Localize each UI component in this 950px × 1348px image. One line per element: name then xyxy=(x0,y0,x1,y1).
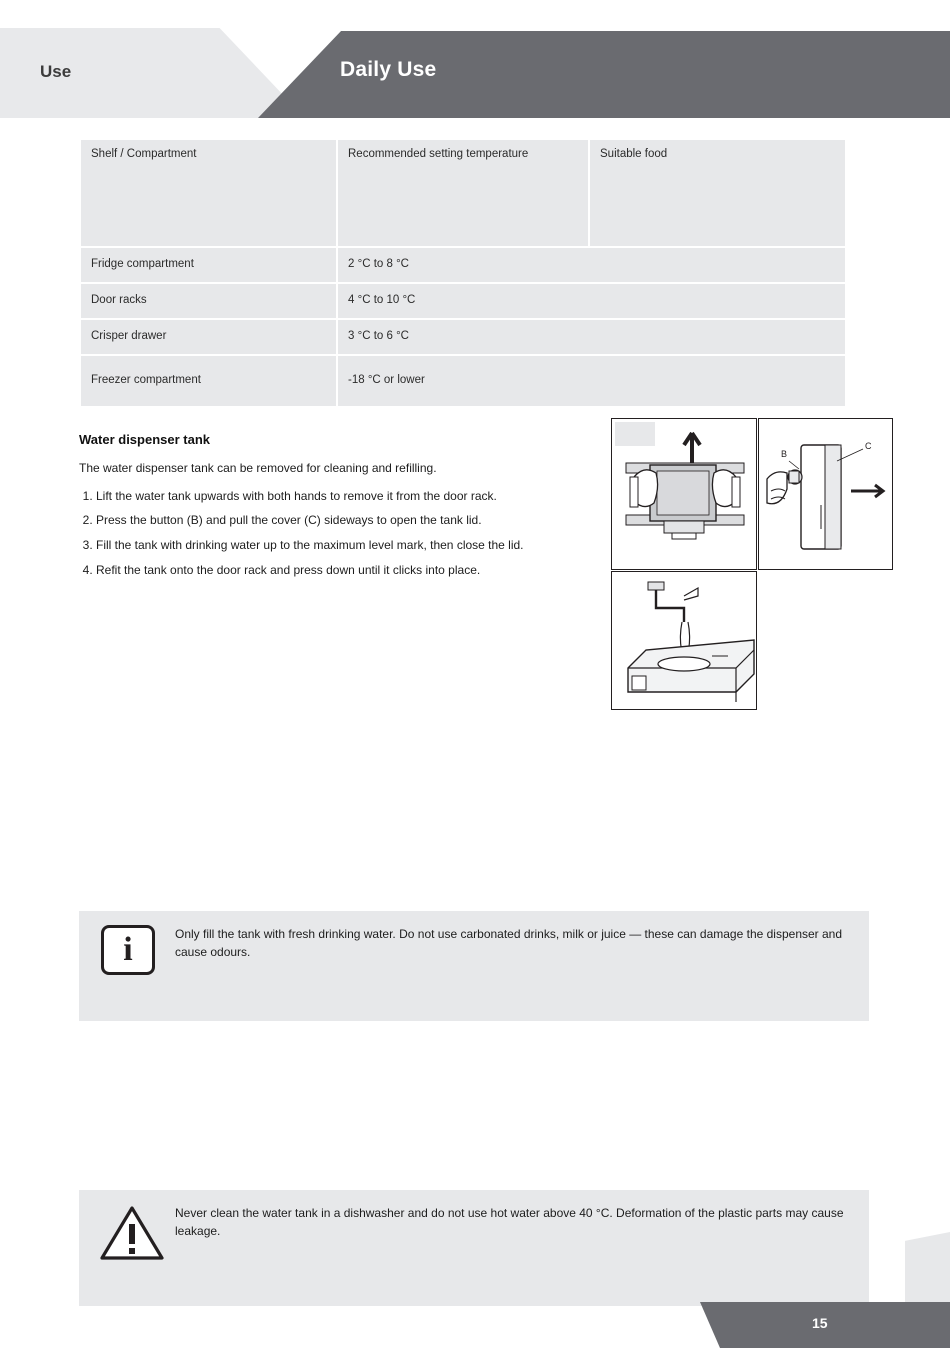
table-row xyxy=(80,139,846,247)
table-cell: Door racks xyxy=(80,283,337,319)
table-row xyxy=(80,283,846,319)
fill-tank-illustration xyxy=(612,572,758,711)
table-row xyxy=(80,319,846,355)
list-item: 2. Press the button (B) and pull the cover (C) sideways to open the tank lid. xyxy=(96,511,579,530)
table-header-cell: Suitable food xyxy=(589,139,846,247)
info-icon xyxy=(101,925,155,975)
page-title: Daily Use xyxy=(340,58,437,81)
info-note-text: Only fill the tank with fresh drinking water. Do not use carbonated drinks, milk or juice — these can damage the dispenser and cause odours. xyxy=(175,927,843,959)
table-row xyxy=(80,355,846,407)
instructions-heading: Water dispenser tank xyxy=(79,432,211,447)
table-cell: 4 °C to 10 °C xyxy=(337,283,846,319)
figure-letter-b: B xyxy=(781,449,788,459)
figure-fill-tank xyxy=(611,571,757,710)
warning-block xyxy=(79,1190,869,1306)
table-cell: 3 °C to 6 °C xyxy=(337,319,846,355)
open-cover-illustration xyxy=(759,419,894,571)
list-item: 3. Fill the tank with drinking water up to the maximum level mark, then close the lid. xyxy=(96,536,579,555)
figure-label-box xyxy=(615,422,655,446)
table-cell: Fridge compartment xyxy=(80,247,337,283)
table-cell: 2 °C to 8 °C xyxy=(337,247,846,283)
warning-triangle-icon xyxy=(99,1204,165,1262)
figure-group xyxy=(611,418,893,710)
table-cell: Freezer compartment xyxy=(80,355,337,407)
table-cell: -18 °C or lower xyxy=(337,355,846,407)
footer-tab-shape xyxy=(905,1232,950,1306)
table-row xyxy=(80,247,846,283)
list-item: 4. Refit the tank onto the door rack and press down until it clicks into place. xyxy=(96,561,579,580)
specification-table xyxy=(79,138,847,408)
list-item: 1. Lift the water tank upwards with both hands to remove it from the door rack. xyxy=(96,487,579,506)
info-note-block xyxy=(79,911,869,1021)
table-header-cell: Shelf / Compartment xyxy=(80,139,337,247)
instructions-steps xyxy=(79,487,579,579)
figure-remove-water-tank xyxy=(611,418,757,570)
table-cell: Crisper drawer xyxy=(80,319,337,355)
instructions-intro: The water dispenser tank can be removed for cleaning and refilling. xyxy=(79,461,437,476)
figure-open-tank-cover xyxy=(758,418,893,570)
table-header-cell: Recommended setting temperature xyxy=(337,139,589,247)
instructions-block xyxy=(79,430,579,585)
figure-letter-c: C xyxy=(865,441,872,451)
page-number: 15 xyxy=(812,1315,828,1331)
warning-text: Never clean the water tank in a dishwasher and do not use hot water above 40 °C. Deformation of the plastic parts may cause leakage. xyxy=(175,1206,844,1238)
header-chapter: Use xyxy=(40,62,72,81)
page-header xyxy=(0,0,950,118)
